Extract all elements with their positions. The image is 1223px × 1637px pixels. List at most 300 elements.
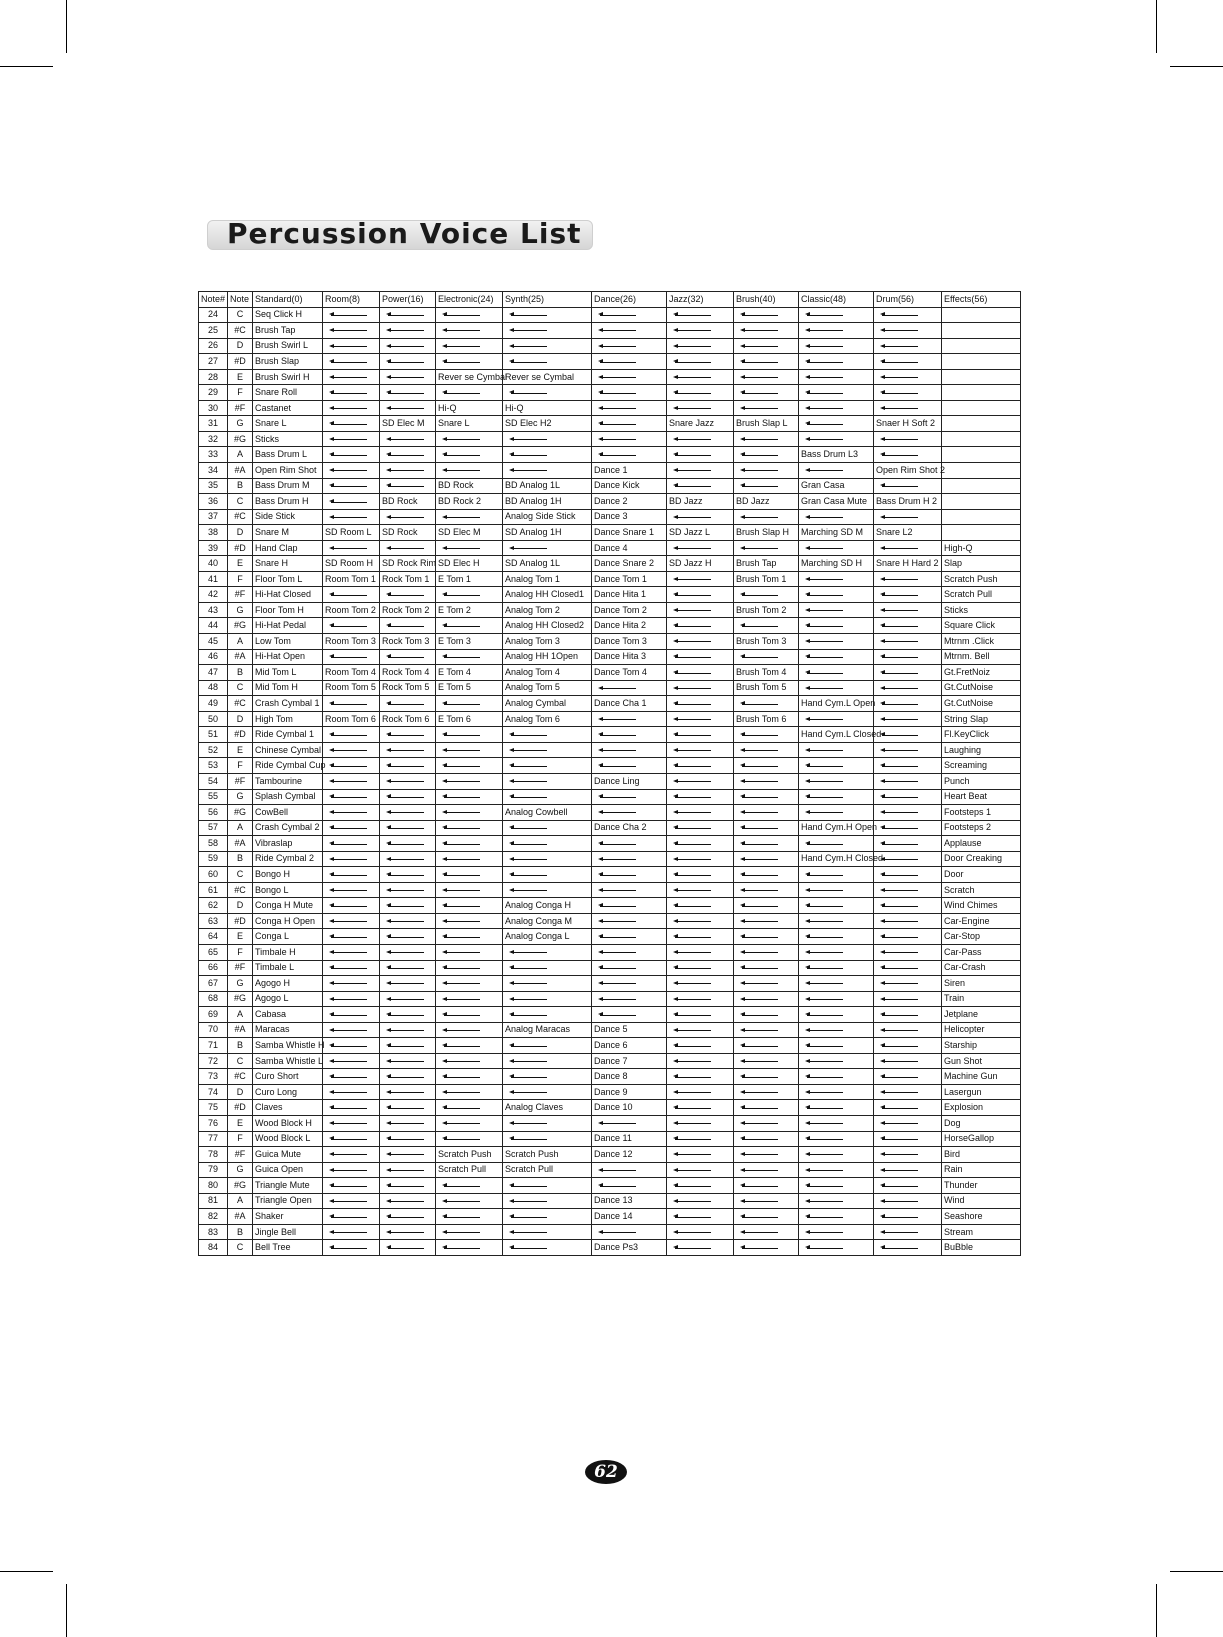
left-arrow-icon [598,809,636,815]
left-arrow-icon [880,856,918,862]
table-cell: 79 [199,1162,228,1178]
table-cell [380,478,436,494]
table-cell [874,758,942,774]
table-cell: 80 [199,1178,228,1194]
left-arrow-icon [740,1183,778,1189]
table-cell: Snare Roll [253,385,323,401]
left-arrow-icon [442,359,480,365]
left-arrow-icon [880,452,918,458]
left-arrow-icon [386,980,424,986]
left-arrow-icon [880,483,918,489]
table-cell: 33 [199,447,228,463]
table-cell [592,944,667,960]
table-cell [799,602,874,618]
table-cell: 44 [199,618,228,634]
table-cell: Analog Tom 2 [503,602,592,618]
table-cell: 31 [199,416,228,432]
table-cell [734,338,799,354]
table-cell: 53 [199,758,228,774]
table-cell [380,851,436,867]
table-cell [436,1053,503,1069]
table-cell [436,1084,503,1100]
table-cell [323,416,380,432]
table-cell [380,1193,436,1209]
table-cell [799,1007,874,1023]
table-cell [323,1115,380,1131]
left-arrow-icon [880,592,918,598]
table-cell [503,1053,592,1069]
left-arrow-icon [442,949,480,955]
table-cell: Analog Tom 5 [503,680,592,696]
left-arrow-icon [880,654,918,660]
table-cell [799,991,874,1007]
table-cell [667,742,734,758]
table-cell [323,836,380,852]
left-arrow-icon [673,1089,711,1095]
table-cell [323,509,380,525]
left-arrow-icon [509,996,547,1002]
left-arrow-icon [598,359,636,365]
table-cell [323,1100,380,1116]
table-cell [503,1193,592,1209]
left-arrow-icon [329,794,367,800]
table-cell: C [228,307,253,323]
table-cell [667,618,734,634]
table-cell: 64 [199,929,228,945]
left-arrow-icon [329,887,367,893]
left-arrow-icon [880,996,918,1002]
table-cell: 34 [199,463,228,479]
table-cell: Room Tom 1 [323,571,380,587]
left-arrow-icon [509,1058,547,1064]
left-arrow-icon [386,1074,424,1080]
table-cell: 40 [199,556,228,572]
column-header: Jazz(32) [667,292,734,308]
left-arrow-icon [740,1089,778,1095]
table-cell: Analog Side Stick [503,509,592,525]
table-cell: A [228,1007,253,1023]
table-cell: Door Creaking [942,851,1021,867]
left-arrow-icon [329,701,367,707]
table-cell: Dance Cha 1 [592,696,667,712]
left-arrow-icon [386,1214,424,1220]
table-cell: E [228,556,253,572]
table-cell: 36 [199,494,228,510]
table-cell: Car-Stop [942,929,1021,945]
table-cell [323,758,380,774]
table-cell: Sticks [253,431,323,447]
table-row [199,867,1021,883]
left-arrow-icon [673,685,711,691]
table-cell: BD Jazz [734,494,799,510]
table-cell [436,1131,503,1147]
table-cell: #F [228,1147,253,1163]
table-cell [799,1240,874,1256]
left-arrow-icon [880,701,918,707]
table-cell: #D [228,913,253,929]
table-cell [799,1038,874,1054]
table-row [199,727,1021,743]
table-cell: 58 [199,836,228,852]
left-arrow-icon [673,1105,711,1111]
left-arrow-icon [509,825,547,831]
table-cell: Punch [942,773,1021,789]
left-arrow-icon [740,592,778,598]
table-cell: SD Elec H2 [503,416,592,432]
table-row [199,696,1021,712]
left-arrow-icon [509,732,547,738]
left-arrow-icon [740,1151,778,1157]
table-cell: A [228,820,253,836]
table-cell: Bass Drum H 2 [874,494,942,510]
left-arrow-icon [598,390,636,396]
table-cell [874,587,942,603]
left-arrow-icon [673,1183,711,1189]
left-arrow-icon [805,1198,843,1204]
table-cell: Square Click [942,618,1021,634]
left-arrow-icon [329,359,367,365]
table-cell [592,1224,667,1240]
left-arrow-icon [673,436,711,442]
left-arrow-icon [329,872,367,878]
table-cell [436,447,503,463]
table-cell: Siren [942,976,1021,992]
left-arrow-icon [386,452,424,458]
table-cell [380,1053,436,1069]
left-arrow-icon [805,607,843,613]
table-cell: Brush Slap H [734,525,799,541]
left-arrow-icon [805,421,843,427]
left-arrow-icon [509,1229,547,1235]
left-arrow-icon [880,576,918,582]
table-cell: 38 [199,525,228,541]
left-arrow-icon [805,841,843,847]
left-arrow-icon [740,1167,778,1173]
left-arrow-icon [386,1027,424,1033]
table-cell [799,1147,874,1163]
table-cell: #G [228,431,253,447]
table-cell [323,1209,380,1225]
table-cell [874,742,942,758]
table-cell [734,773,799,789]
table-row [199,836,1021,852]
table-cell: Curo Long [253,1084,323,1100]
table-cell [380,789,436,805]
table-cell [323,851,380,867]
table-cell [503,758,592,774]
table-cell [874,976,942,992]
table-cell: Bass Drum L [253,447,323,463]
table-cell [799,307,874,323]
table-cell [503,463,592,479]
table-cell [874,431,942,447]
table-cell: 52 [199,742,228,758]
table-cell [323,323,380,339]
table-cell: Analog Maracas [503,1022,592,1038]
table-cell: Machine Gun [942,1069,1021,1085]
table-body [199,307,1021,1255]
table-row [199,944,1021,960]
left-arrow-icon [442,934,480,940]
table-cell [874,634,942,650]
table-cell [436,820,503,836]
left-arrow-icon [329,934,367,940]
left-arrow-icon [880,1229,918,1235]
table-cell [436,1193,503,1209]
table-cell [942,416,1021,432]
table-cell [436,463,503,479]
left-arrow-icon [598,452,636,458]
table-row [199,1069,1021,1085]
table-cell: Dance 5 [592,1022,667,1038]
table-row [199,1209,1021,1225]
left-arrow-icon [386,1120,424,1126]
table-cell [667,1193,734,1209]
left-arrow-icon [329,1229,367,1235]
table-cell [667,944,734,960]
table-cell: Dance 12 [592,1147,667,1163]
table-cell [323,1084,380,1100]
left-arrow-icon [880,934,918,940]
left-arrow-icon [740,778,778,784]
left-arrow-icon [805,809,843,815]
left-arrow-icon [740,1074,778,1080]
table-cell [380,867,436,883]
table-cell: Brush Tom 2 [734,602,799,618]
table-cell: E Tom 1 [436,571,503,587]
left-arrow-icon [329,1198,367,1204]
table-cell [592,960,667,976]
table-cell [874,369,942,385]
table-cell [503,867,592,883]
table-cell [874,1084,942,1100]
table-cell [503,1038,592,1054]
table-cell: Timbale H [253,944,323,960]
table-cell [380,1224,436,1240]
table-cell: Dance 3 [592,509,667,525]
table-cell [592,431,667,447]
table-cell [799,323,874,339]
table-cell: Mid Tom H [253,680,323,696]
table-cell: Gran Casa [799,478,874,494]
table-cell [380,820,436,836]
table-cell [323,369,380,385]
table-cell: Brush Slap [253,354,323,370]
table-cell: Rock Tom 6 [380,711,436,727]
table-cell [799,416,874,432]
left-arrow-icon [880,1198,918,1204]
left-arrow-icon [805,545,843,551]
table-cell [734,618,799,634]
table-cell [503,727,592,743]
left-arrow-icon [442,1058,480,1064]
table-cell [734,991,799,1007]
table-cell [667,1100,734,1116]
table-cell [667,1069,734,1085]
table-cell [874,338,942,354]
table-row [199,447,1021,463]
table-cell: 32 [199,431,228,447]
table-cell: Castanet [253,400,323,416]
table-cell [734,758,799,774]
table-cell [592,758,667,774]
table-cell [323,991,380,1007]
table-cell [734,447,799,463]
table-cell [799,354,874,370]
table-cell [667,540,734,556]
left-arrow-icon [673,1151,711,1157]
table-cell: 63 [199,913,228,929]
table-cell [734,696,799,712]
table-cell: Starship [942,1038,1021,1054]
table-row [199,494,1021,510]
table-cell: E [228,1115,253,1131]
table-cell: Timbale L [253,960,323,976]
table-cell [799,540,874,556]
left-arrow-icon [598,996,636,1002]
table-cell: Hi-Q [503,400,592,416]
left-arrow-icon [442,452,480,458]
column-header: Synth(25) [503,292,592,308]
table-cell: 57 [199,820,228,836]
left-arrow-icon [509,949,547,955]
left-arrow-icon [805,996,843,1002]
left-arrow-icon [673,841,711,847]
table-cell [734,1007,799,1023]
table-cell: Analog HH Closed1 [503,587,592,603]
table-cell: Room Tom 4 [323,665,380,681]
table-cell: #F [228,773,253,789]
table-cell: 60 [199,867,228,883]
table-cell: Jingle Bell [253,1224,323,1240]
table-cell [323,1069,380,1085]
left-arrow-icon [880,405,918,411]
table-row [199,882,1021,898]
table-cell [734,307,799,323]
table-cell [323,431,380,447]
table-cell [436,649,503,665]
table-cell: #G [228,805,253,821]
table-cell [799,385,874,401]
table-cell [734,976,799,992]
table-cell: Rock Tom 4 [380,665,436,681]
left-arrow-icon [509,1012,547,1018]
crop-mark [0,1571,53,1572]
table-cell: Snare M [253,525,323,541]
table-cell [799,649,874,665]
left-arrow-icon [673,980,711,986]
table-cell: 69 [199,1007,228,1023]
table-cell: Mtrnm. Bell [942,649,1021,665]
left-arrow-icon [329,1105,367,1111]
left-arrow-icon [442,1089,480,1095]
table-cell [436,836,503,852]
table-cell: Dance Cha 2 [592,820,667,836]
left-arrow-icon [442,1136,480,1142]
left-arrow-icon [386,1043,424,1049]
table-cell: E [228,742,253,758]
left-arrow-icon [329,327,367,333]
left-arrow-icon [442,1198,480,1204]
table-cell [799,431,874,447]
table-cell: Maracas [253,1022,323,1038]
left-arrow-icon [598,903,636,909]
left-arrow-icon [880,965,918,971]
table-cell [667,867,734,883]
table-cell [503,1240,592,1256]
table-cell [734,354,799,370]
table-cell: 75 [199,1100,228,1116]
table-cell: Thunder [942,1178,1021,1194]
table-cell: Screaming [942,758,1021,774]
table-cell [380,400,436,416]
table-cell: Seq Click H [253,307,323,323]
table-cell: Shaker [253,1209,323,1225]
table-cell [734,944,799,960]
left-arrow-icon [673,545,711,551]
left-arrow-icon [509,452,547,458]
table-cell: 66 [199,960,228,976]
left-arrow-icon [509,1245,547,1251]
left-arrow-icon [740,374,778,380]
left-arrow-icon [880,747,918,753]
column-header: Dance(26) [592,292,667,308]
table-cell: 49 [199,696,228,712]
column-header: Power(16) [380,292,436,308]
table-row [199,805,1021,821]
left-arrow-icon [329,747,367,753]
table-cell: B [228,478,253,494]
table-row [199,913,1021,929]
table-cell: G [228,602,253,618]
left-arrow-icon [442,903,480,909]
left-arrow-icon [740,1245,778,1251]
table-cell [380,354,436,370]
left-arrow-icon [329,452,367,458]
table-cell [380,540,436,556]
left-arrow-icon [329,1027,367,1033]
left-arrow-icon [329,483,367,489]
left-arrow-icon [805,934,843,940]
table-cell: Mtrnm .Click [942,634,1021,650]
table-cell [380,696,436,712]
table-cell: 74 [199,1084,228,1100]
table-cell [874,1053,942,1069]
table-cell [323,400,380,416]
table-cell [667,1115,734,1131]
table-cell [734,385,799,401]
left-arrow-icon [598,421,636,427]
table-cell: 72 [199,1053,228,1069]
table-cell: Wood Block H [253,1115,323,1131]
left-arrow-icon [509,1198,547,1204]
left-arrow-icon [329,841,367,847]
left-arrow-icon [386,467,424,473]
table-cell [323,1038,380,1054]
left-arrow-icon [386,514,424,520]
table-row [199,1193,1021,1209]
table-cell [942,463,1021,479]
table-cell [667,1038,734,1054]
table-cell: Scratch Pull [436,1162,503,1178]
table-cell [503,323,592,339]
table-cell: Dance 14 [592,1209,667,1225]
table-cell: Dance Ps3 [592,1240,667,1256]
table-cell: Dance Kick [592,478,667,494]
table-cell [874,540,942,556]
table-row [199,571,1021,587]
table-cell [323,820,380,836]
